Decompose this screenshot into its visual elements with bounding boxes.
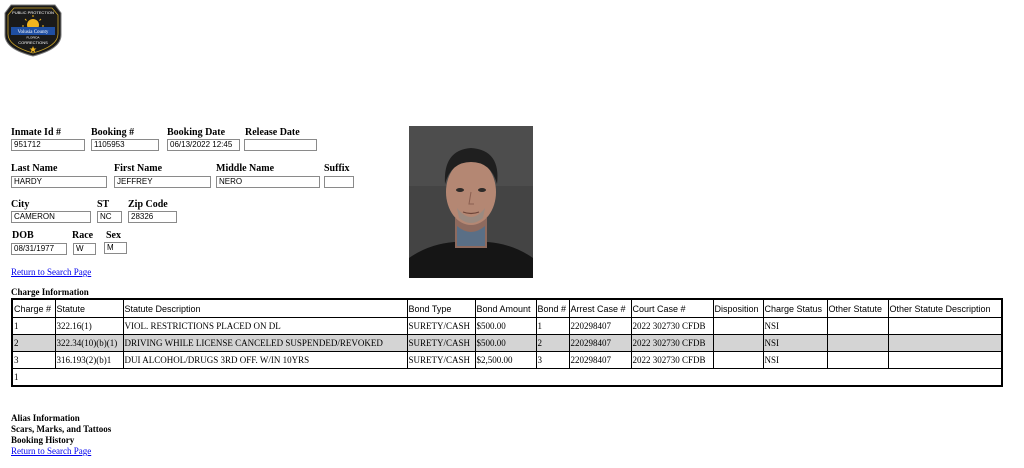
col-header-other-statute: Other Statute	[827, 299, 888, 318]
middle-name-label: Middle Name	[216, 163, 275, 174]
zip-code-label: Zip Code	[128, 199, 168, 210]
booking-number-label: Booking #	[91, 127, 135, 138]
logo-county-text: Volusia County	[17, 30, 49, 35]
table-cell: $2,500.00	[475, 352, 536, 369]
table-cell: 2022 302730 CFDB	[631, 318, 713, 335]
last-name-field[interactable]: HARDY	[11, 176, 107, 188]
logo-bottom-text: CORRECTIONS	[18, 40, 48, 45]
dob-label: DOB	[12, 230, 34, 241]
release-date-field[interactable]	[244, 139, 317, 151]
table-cell	[713, 318, 763, 335]
table-cell: NSI	[763, 335, 827, 352]
table-cell: 220298407	[569, 335, 631, 352]
table-cell: 2022 302730 CFDB	[631, 335, 713, 352]
table-cell: NSI	[763, 352, 827, 369]
table-cell	[888, 318, 1002, 335]
suffix-field[interactable]	[324, 176, 354, 188]
table-row	[12, 318, 1002, 335]
table-row	[12, 352, 1002, 369]
col-header-bond-type: Bond Type	[407, 299, 475, 318]
alias-information-title: Alias Information	[11, 413, 80, 423]
table-cell: 1	[536, 318, 569, 335]
volusia-corrections-badge-logo	[3, 3, 63, 57]
col-header-statute-description: Statute Description	[123, 299, 407, 318]
return-to-search-link-bottom[interactable]: Return to Search Page	[11, 446, 92, 456]
table-cell: 3	[536, 352, 569, 369]
table-cell: NSI	[763, 318, 827, 335]
table-cell: 1	[12, 318, 55, 335]
col-header-other-statute-description: Other Statute Description	[888, 299, 1002, 318]
table-cell	[827, 352, 888, 369]
dob-field[interactable]: 08/31/1977	[11, 243, 67, 255]
table-cell	[888, 352, 1002, 369]
table-cell: 322.34(10)(b)(1)	[55, 335, 123, 352]
sex-label: Sex	[106, 230, 121, 241]
table-cell	[888, 335, 1002, 352]
table-cell: SURETY/CASH	[407, 335, 475, 352]
booking-date-label: Booking Date	[167, 127, 226, 138]
release-date-label: Release Date	[245, 127, 300, 138]
first-name-label: First Name	[114, 163, 163, 174]
table-cell: 2	[12, 335, 55, 352]
table-cell: $500.00	[475, 335, 536, 352]
logo-top-text: PUBLIC PROTECTION	[12, 10, 54, 15]
table-cell: 220298407	[569, 318, 631, 335]
city-label: City	[11, 199, 30, 210]
first-name-field[interactable]: JEFFREY	[114, 176, 211, 188]
inmate-details-form	[11, 127, 401, 287]
col-header-bond-amount: Bond Amount	[475, 299, 536, 318]
inmate-booking-photo	[409, 126, 533, 278]
col-header-charge-number: Charge #	[12, 299, 55, 318]
scars-marks-tattoos-title: Scars, Marks, and Tattoos	[11, 424, 112, 434]
table-cell: 316.193(2)(b)1	[55, 352, 123, 369]
logo-state-text: FLORIDA	[26, 35, 40, 40]
table-cell	[827, 318, 888, 335]
col-header-charge-status: Charge Status	[763, 299, 827, 318]
table-cell: DUI ALCOHOL/DRUGS 3RD OFF. W/IN 10YRS	[123, 352, 407, 369]
charges-table	[11, 298, 1003, 387]
city-field[interactable]: CAMERON	[11, 211, 91, 223]
table-cell: SURETY/CASH	[407, 318, 475, 335]
suffix-label: Suffix	[324, 163, 350, 174]
table-cell: SURETY/CASH	[407, 352, 475, 369]
charges-header-row	[12, 299, 1002, 318]
race-label: Race	[72, 230, 94, 241]
state-field[interactable]: NC	[97, 211, 122, 223]
table-cell: 2	[536, 335, 569, 352]
table-cell	[713, 352, 763, 369]
last-name-label: Last Name	[11, 163, 58, 174]
table-cell: 322.16(1)	[55, 318, 123, 335]
table-footer-row	[12, 369, 1002, 387]
col-header-statute: Statute	[55, 299, 123, 318]
table-cell: DRIVING WHILE LICENSE CANCELED SUSPENDED/REVOKED	[123, 335, 407, 352]
inmate-id-label: Inmate Id #	[11, 127, 62, 138]
booking-history-title: Booking History	[11, 435, 75, 445]
col-header-court-case: Court Case #	[631, 299, 713, 318]
table-row	[12, 335, 1002, 352]
zip-code-field[interactable]: 28326	[128, 211, 177, 223]
table-cell: $500.00	[475, 318, 536, 335]
col-header-bond-number: Bond #	[536, 299, 569, 318]
table-cell	[827, 335, 888, 352]
return-to-search-link-top[interactable]: Return to Search Page	[11, 267, 92, 277]
charge-information-title: Charge Information	[11, 287, 89, 297]
inmate-id-field[interactable]: 951712	[11, 139, 85, 151]
table-cell: VIOL. RESTRICTIONS PLACED ON DL	[123, 318, 407, 335]
race-field[interactable]: W	[73, 243, 96, 255]
table-cell	[713, 335, 763, 352]
table-cell: 3	[12, 352, 55, 369]
booking-number-field[interactable]: 1105953	[91, 139, 159, 151]
col-header-disposition: Disposition	[713, 299, 763, 318]
table-footer-cell: 1	[12, 369, 1002, 387]
state-label: ST	[97, 199, 110, 210]
middle-name-field[interactable]: NERO	[216, 176, 320, 188]
table-cell: 2022 302730 CFDB	[631, 352, 713, 369]
booking-date-field[interactable]: 06/13/2022 12:45	[167, 139, 240, 151]
col-header-arrest-case: Arrest Case #	[569, 299, 631, 318]
sex-field[interactable]: M	[104, 242, 127, 254]
table-cell: 220298407	[569, 352, 631, 369]
